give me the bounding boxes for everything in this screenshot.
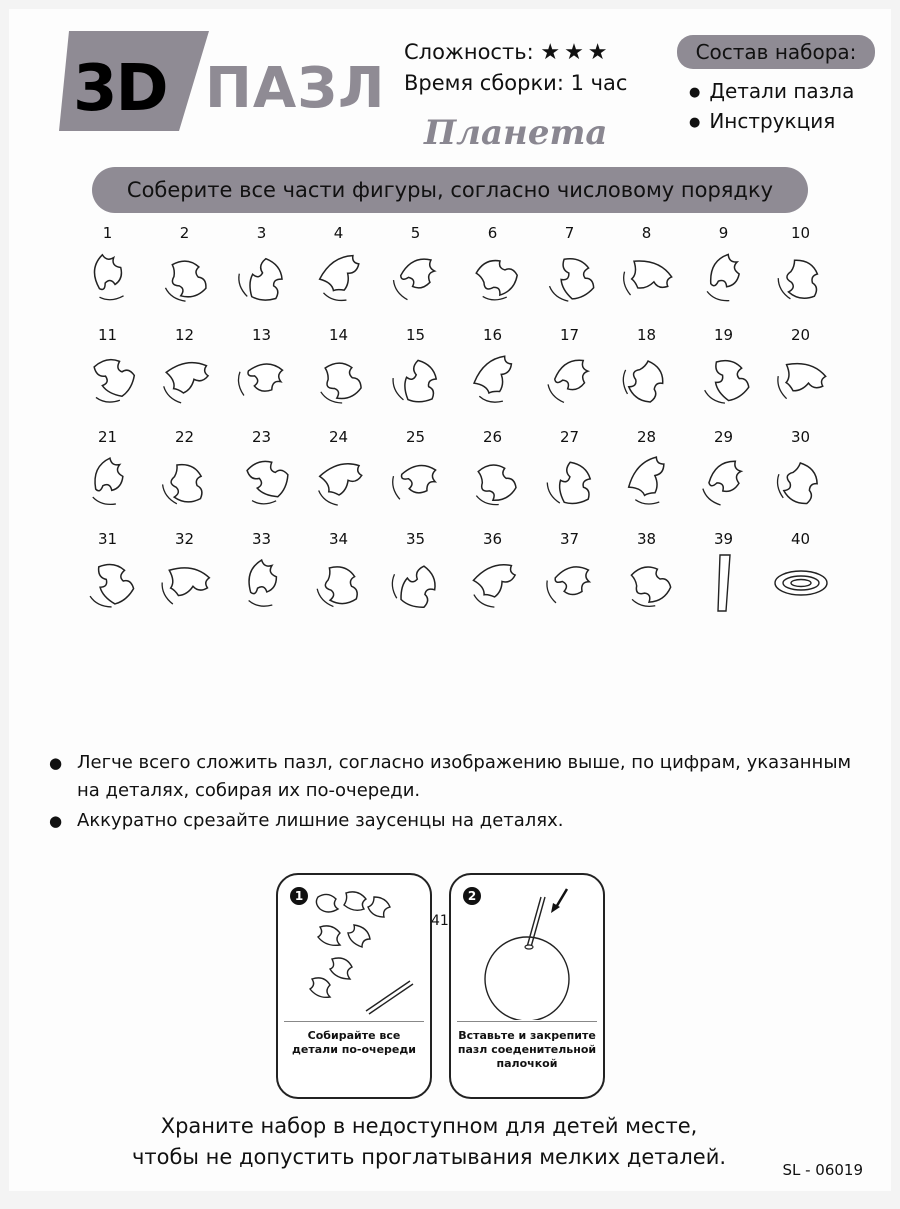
puzzle-piece (377, 223, 454, 325)
puzzle-piece (608, 325, 685, 427)
piece-icon (619, 245, 675, 307)
puzzle-piece (377, 325, 454, 427)
puzzle-piece (223, 427, 300, 529)
specs-block (404, 37, 627, 99)
kit-contents (677, 35, 877, 137)
piece-number: 4 (333, 224, 344, 242)
piece-icon (542, 245, 598, 307)
step-badge: 2 (463, 887, 481, 905)
piece-number: 19 (713, 326, 734, 344)
product-name: Планета (424, 113, 608, 153)
step-divider (284, 1021, 424, 1022)
piece-number: 36 (482, 530, 503, 548)
puzzle-piece (146, 223, 223, 325)
piece-icon (311, 245, 367, 307)
piece-number: 8 (641, 224, 652, 242)
piece-number: 31 (97, 530, 118, 548)
piece-icon (234, 449, 290, 511)
piece-icon (311, 347, 367, 409)
piece-number: 33 (251, 530, 272, 548)
puzzle-piece (685, 427, 762, 529)
puzzle-piece (146, 529, 223, 631)
instruction-sheet (9, 9, 891, 1191)
piece-icon (696, 449, 752, 511)
piece-icon (773, 245, 829, 307)
stick-number: 41 (431, 913, 449, 929)
puzzle-piece (223, 223, 300, 325)
brand-logo (59, 31, 399, 131)
piece-number: 1 (102, 224, 113, 242)
puzzle-piece (608, 427, 685, 529)
safety-warning (109, 1111, 749, 1173)
piece-icon (619, 449, 675, 511)
piece-icon (619, 347, 675, 409)
puzzle-piece (531, 325, 608, 427)
piece-number: 30 (790, 428, 811, 446)
piece-icon (80, 245, 136, 307)
piece-number: 12 (174, 326, 195, 344)
instruction-banner: Соберите все части фигуры, согласно числовому порядку (92, 167, 808, 213)
piece-number: 17 (559, 326, 580, 344)
piece-icon (388, 245, 444, 307)
piece-icon (311, 551, 367, 613)
puzzle-piece (454, 427, 531, 529)
piece-icon (234, 245, 290, 307)
puzzle-piece (531, 427, 608, 529)
puzzle-piece (146, 427, 223, 529)
piece-icon (696, 245, 752, 307)
puzzle-piece (69, 325, 146, 427)
piece-number: 3 (256, 224, 267, 242)
puzzle-piece (685, 529, 762, 631)
puzzle-piece (69, 223, 146, 325)
article-code: SL - 06019 (782, 1161, 863, 1179)
piece-number: 34 (328, 530, 349, 548)
piece-number: 40 (790, 530, 811, 548)
piece-number: 32 (174, 530, 195, 548)
piece-number: 18 (636, 326, 657, 344)
difficulty-row (404, 37, 627, 68)
puzzle-piece (223, 325, 300, 427)
step-caption: Вставьте и закрепите пазл соеденительной палочкой (457, 1029, 597, 1070)
piece-number: 22 (174, 428, 195, 446)
piece-number: 16 (482, 326, 503, 344)
planet-assembly-illustration (451, 875, 601, 1020)
piece-icon (388, 347, 444, 409)
pieces-row (69, 223, 839, 325)
puzzle-piece (608, 529, 685, 631)
piece-number: 5 (410, 224, 421, 242)
scattered-pieces-illustration (278, 875, 428, 1020)
piece-icon (311, 449, 367, 511)
piece-number: 20 (790, 326, 811, 344)
puzzle-piece (300, 223, 377, 325)
puzzle-piece (762, 223, 839, 325)
piece-number: 35 (405, 530, 426, 548)
pieces-row (69, 427, 839, 529)
tip-item: ● Аккуратно срезайте лишние заусенцы на деталях. (49, 807, 879, 835)
piece-icon (465, 449, 521, 511)
puzzle-piece (69, 529, 146, 631)
piece-number: 10 (790, 224, 811, 242)
piece-icon (157, 551, 213, 613)
piece-icon (80, 551, 136, 613)
puzzle-piece (300, 325, 377, 427)
puzzle-piece (762, 529, 839, 631)
piece-number: 6 (487, 224, 498, 242)
puzzle-piece (300, 427, 377, 529)
piece-icon (234, 551, 290, 613)
piece-number: 26 (482, 428, 503, 446)
puzzle-piece (685, 325, 762, 427)
difficulty-stars: ★★★ (540, 40, 612, 65)
piece-icon (388, 449, 444, 511)
pieces-row (69, 529, 839, 631)
puzzle-piece (531, 529, 608, 631)
pieces-row (69, 325, 839, 427)
puzzle-piece (69, 427, 146, 529)
step-card-2 (449, 873, 605, 1099)
piece-number: 23 (251, 428, 272, 446)
piece-icon (465, 347, 521, 409)
puzzle-piece (223, 529, 300, 631)
logo-title-text: ПАЗЛ (205, 56, 386, 121)
assembly-time: Время сборки: 1 час (404, 71, 628, 95)
piece-number: 9 (718, 224, 729, 242)
piece-number: 28 (636, 428, 657, 446)
puzzle-piece (685, 223, 762, 325)
piece-number: 11 (97, 326, 118, 344)
puzzle-piece (762, 325, 839, 427)
piece-icon (80, 449, 136, 511)
piece-icon (542, 449, 598, 511)
piece-icon (542, 347, 598, 409)
difficulty-label: Сложность: (404, 40, 534, 64)
piece-number: 2 (179, 224, 190, 242)
piece-icon (696, 551, 752, 613)
tip-item: ● Легче всего сложить пазл, согласно изображению выше, по цифрам, указанным на деталях, собирая их по-очереди. (49, 749, 879, 805)
piece-number: 27 (559, 428, 580, 446)
piece-number: 29 (713, 428, 734, 446)
puzzle-piece (146, 325, 223, 427)
piece-icon (388, 551, 444, 613)
piece-icon (465, 551, 521, 613)
step-divider (457, 1021, 597, 1022)
piece-number: 15 (405, 326, 426, 344)
kit-list (689, 77, 877, 137)
piece-number: 21 (97, 428, 118, 446)
step-card-1 (276, 873, 432, 1099)
piece-icon (773, 347, 829, 409)
puzzle-piece (531, 223, 608, 325)
puzzle-piece (608, 223, 685, 325)
piece-icon (234, 347, 290, 409)
kit-item: ● Инструкция (689, 107, 877, 137)
kit-item: ● Детали пазла (689, 77, 877, 107)
piece-icon (773, 449, 829, 511)
piece-number: 38 (636, 530, 657, 548)
piece-icon (157, 347, 213, 409)
warning-line: чтобы не допустить проглатывания мелких деталей. (131, 1145, 727, 1169)
puzzle-piece (454, 223, 531, 325)
piece-icon (619, 551, 675, 613)
piece-number: 25 (405, 428, 426, 446)
step-caption: Собирайте все детали по-очереди (292, 1029, 416, 1056)
puzzle-piece (300, 529, 377, 631)
piece-icon (773, 551, 829, 613)
tips-list (49, 749, 879, 837)
warning-line: Храните набор в недоступном для детей месте, (160, 1114, 698, 1138)
piece-number: 14 (328, 326, 349, 344)
piece-number: 39 (713, 530, 734, 548)
piece-number: 7 (564, 224, 575, 242)
piece-number: 37 (559, 530, 580, 548)
logo-3d-text: 3D (73, 52, 167, 126)
step-badge: 1 (290, 887, 308, 905)
puzzle-piece (762, 427, 839, 529)
piece-icon (157, 449, 213, 511)
piece-icon (696, 347, 752, 409)
piece-icon (542, 551, 598, 613)
piece-number: 13 (251, 326, 272, 344)
piece-icon (465, 245, 521, 307)
piece-icon (80, 347, 136, 409)
kit-title: Состав набора: (677, 35, 875, 69)
pieces-grid (69, 223, 839, 631)
puzzle-piece (454, 325, 531, 427)
puzzle-piece (377, 529, 454, 631)
puzzle-piece (454, 529, 531, 631)
piece-number: 24 (328, 428, 349, 446)
piece-icon (157, 245, 213, 307)
puzzle-piece (377, 427, 454, 529)
